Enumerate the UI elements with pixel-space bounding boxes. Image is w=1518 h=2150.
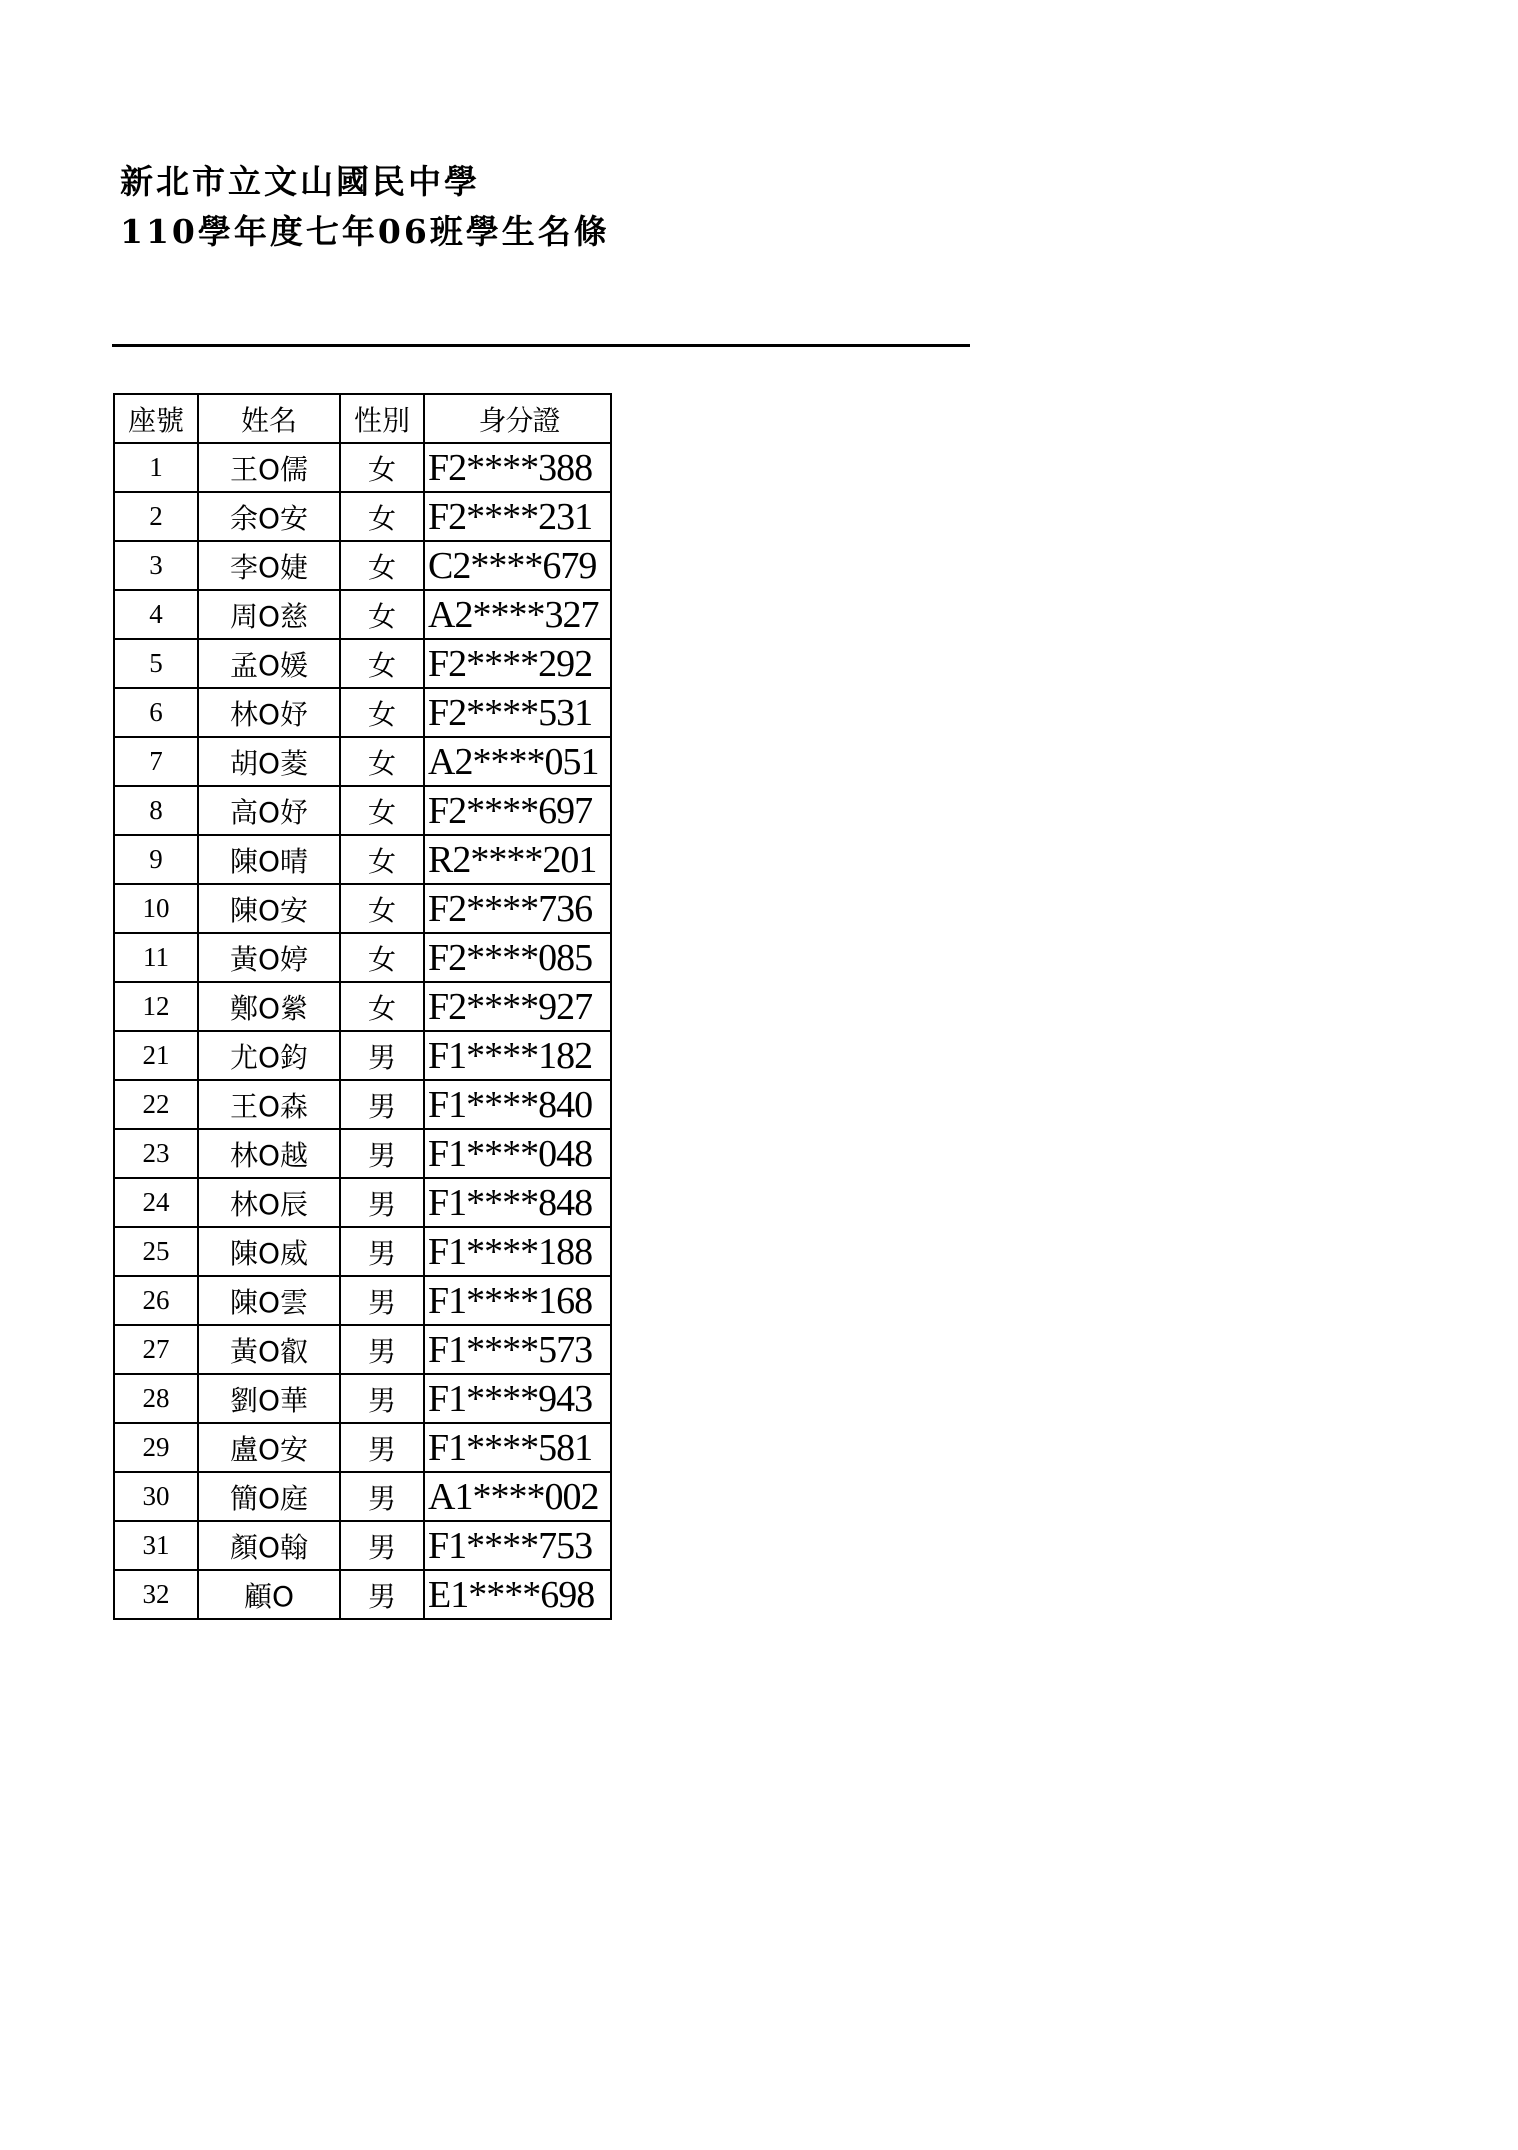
seat-cell: 31 [114,1521,198,1570]
id-cell: E1****698 [424,1570,611,1619]
id-cell: F2****736 [424,884,611,933]
column-header-gender: 性別 [340,394,424,443]
column-header-seat: 座號 [114,394,198,443]
seat-cell: 21 [114,1031,198,1080]
table-row [114,737,611,786]
gender-cell: 女 [340,541,424,590]
name-cell: 尤O鈞 [198,1031,340,1080]
table-row [114,1472,611,1521]
name-cell: 陳O安 [198,884,340,933]
table-header-row [114,394,611,443]
table-row [114,1129,611,1178]
id-cell: F2****231 [424,492,611,541]
name-cell: 王O森 [198,1080,340,1129]
seat-cell: 9 [114,835,198,884]
seat-cell: 24 [114,1178,198,1227]
table-row [114,1570,611,1619]
gender-cell: 女 [340,492,424,541]
id-cell: F1****188 [424,1227,611,1276]
seat-cell: 4 [114,590,198,639]
name-cell: 黃O婷 [198,933,340,982]
name-cell: 盧O安 [198,1423,340,1472]
seat-cell: 25 [114,1227,198,1276]
name-cell: 顏O翰 [198,1521,340,1570]
name-cell: 孟O媛 [198,639,340,688]
gender-cell: 女 [340,688,424,737]
gender-cell: 男 [340,1472,424,1521]
gender-cell: 女 [340,786,424,835]
table-row [114,1080,611,1129]
gender-cell: 男 [340,1570,424,1619]
name-cell: 王O儒 [198,443,340,492]
table-row [114,1276,611,1325]
gender-cell: 男 [340,1521,424,1570]
table-row [114,835,611,884]
seat-cell: 3 [114,541,198,590]
divider-line [112,344,970,347]
name-cell: 胡O菱 [198,737,340,786]
id-cell: A1****002 [424,1472,611,1521]
seat-cell: 10 [114,884,198,933]
student-roster-table [113,393,612,1620]
gender-cell: 男 [340,1080,424,1129]
name-cell: 林O越 [198,1129,340,1178]
name-cell: 林O辰 [198,1178,340,1227]
seat-cell: 2 [114,492,198,541]
seat-cell: 6 [114,688,198,737]
table-row [114,443,611,492]
seat-cell: 12 [114,982,198,1031]
name-cell: 陳O威 [198,1227,340,1276]
table-row [114,933,611,982]
name-cell: 劉O華 [198,1374,340,1423]
seat-cell: 30 [114,1472,198,1521]
id-cell: F2****531 [424,688,611,737]
id-cell: R2****201 [424,835,611,884]
name-cell: 陳O雲 [198,1276,340,1325]
column-header-id: 身分證 [424,394,611,443]
id-cell: F1****943 [424,1374,611,1423]
seat-cell: 27 [114,1325,198,1374]
column-header-name: 姓名 [198,394,340,443]
id-cell: F2****085 [424,933,611,982]
id-cell: F2****292 [424,639,611,688]
gender-cell: 男 [340,1031,424,1080]
seat-cell: 28 [114,1374,198,1423]
gender-cell: 女 [340,835,424,884]
gender-cell: 男 [340,1129,424,1178]
table-row [114,590,611,639]
name-cell: 余O安 [198,492,340,541]
gender-cell: 女 [340,443,424,492]
gender-cell: 女 [340,639,424,688]
seat-cell: 22 [114,1080,198,1129]
id-cell: F2****388 [424,443,611,492]
name-cell: 顧O [198,1570,340,1619]
name-cell: 陳O晴 [198,835,340,884]
table-row [114,639,611,688]
name-cell: 鄭O縈 [198,982,340,1031]
table-row [114,1031,611,1080]
seat-cell: 7 [114,737,198,786]
seat-cell: 11 [114,933,198,982]
id-cell: F1****581 [424,1423,611,1472]
name-cell: 簡O庭 [198,1472,340,1521]
id-cell: F1****168 [424,1276,611,1325]
id-cell: A2****051 [424,737,611,786]
seat-cell: 29 [114,1423,198,1472]
gender-cell: 女 [340,737,424,786]
id-cell: F2****927 [424,982,611,1031]
gender-cell: 男 [340,1276,424,1325]
gender-cell: 女 [340,933,424,982]
name-cell: 高O妤 [198,786,340,835]
class-title: 110學年度七年06班學生名條 [120,212,610,251]
seat-cell: 5 [114,639,198,688]
gender-cell: 男 [340,1227,424,1276]
table-row [114,1521,611,1570]
table-row [114,1178,611,1227]
table-row [114,884,611,933]
id-cell: A2****327 [424,590,611,639]
school-title: 新北市立文山國民中學 [120,162,480,201]
table-row [114,786,611,835]
id-cell: F2****697 [424,786,611,835]
gender-cell: 男 [340,1325,424,1374]
table-row [114,1423,611,1472]
gender-cell: 男 [340,1178,424,1227]
id-cell: F1****753 [424,1521,611,1570]
name-cell: 林O妤 [198,688,340,737]
seat-cell: 32 [114,1570,198,1619]
gender-cell: 女 [340,590,424,639]
name-cell: 黃O叡 [198,1325,340,1374]
seat-cell: 1 [114,443,198,492]
gender-cell: 女 [340,884,424,933]
seat-cell: 23 [114,1129,198,1178]
gender-cell: 男 [340,1374,424,1423]
id-cell: F1****848 [424,1178,611,1227]
gender-cell: 女 [340,982,424,1031]
seat-cell: 26 [114,1276,198,1325]
table-row [114,492,611,541]
table-row [114,688,611,737]
id-cell: F1****573 [424,1325,611,1374]
id-cell: F1****182 [424,1031,611,1080]
table-body [114,443,611,1619]
table-row [114,1227,611,1276]
name-cell: 李O婕 [198,541,340,590]
table-row [114,541,611,590]
gender-cell: 男 [340,1423,424,1472]
id-cell: C2****679 [424,541,611,590]
id-cell: F1****840 [424,1080,611,1129]
table-row [114,1325,611,1374]
id-cell: F1****048 [424,1129,611,1178]
name-cell: 周O慈 [198,590,340,639]
seat-cell: 8 [114,786,198,835]
table-row [114,982,611,1031]
table-row [114,1374,611,1423]
